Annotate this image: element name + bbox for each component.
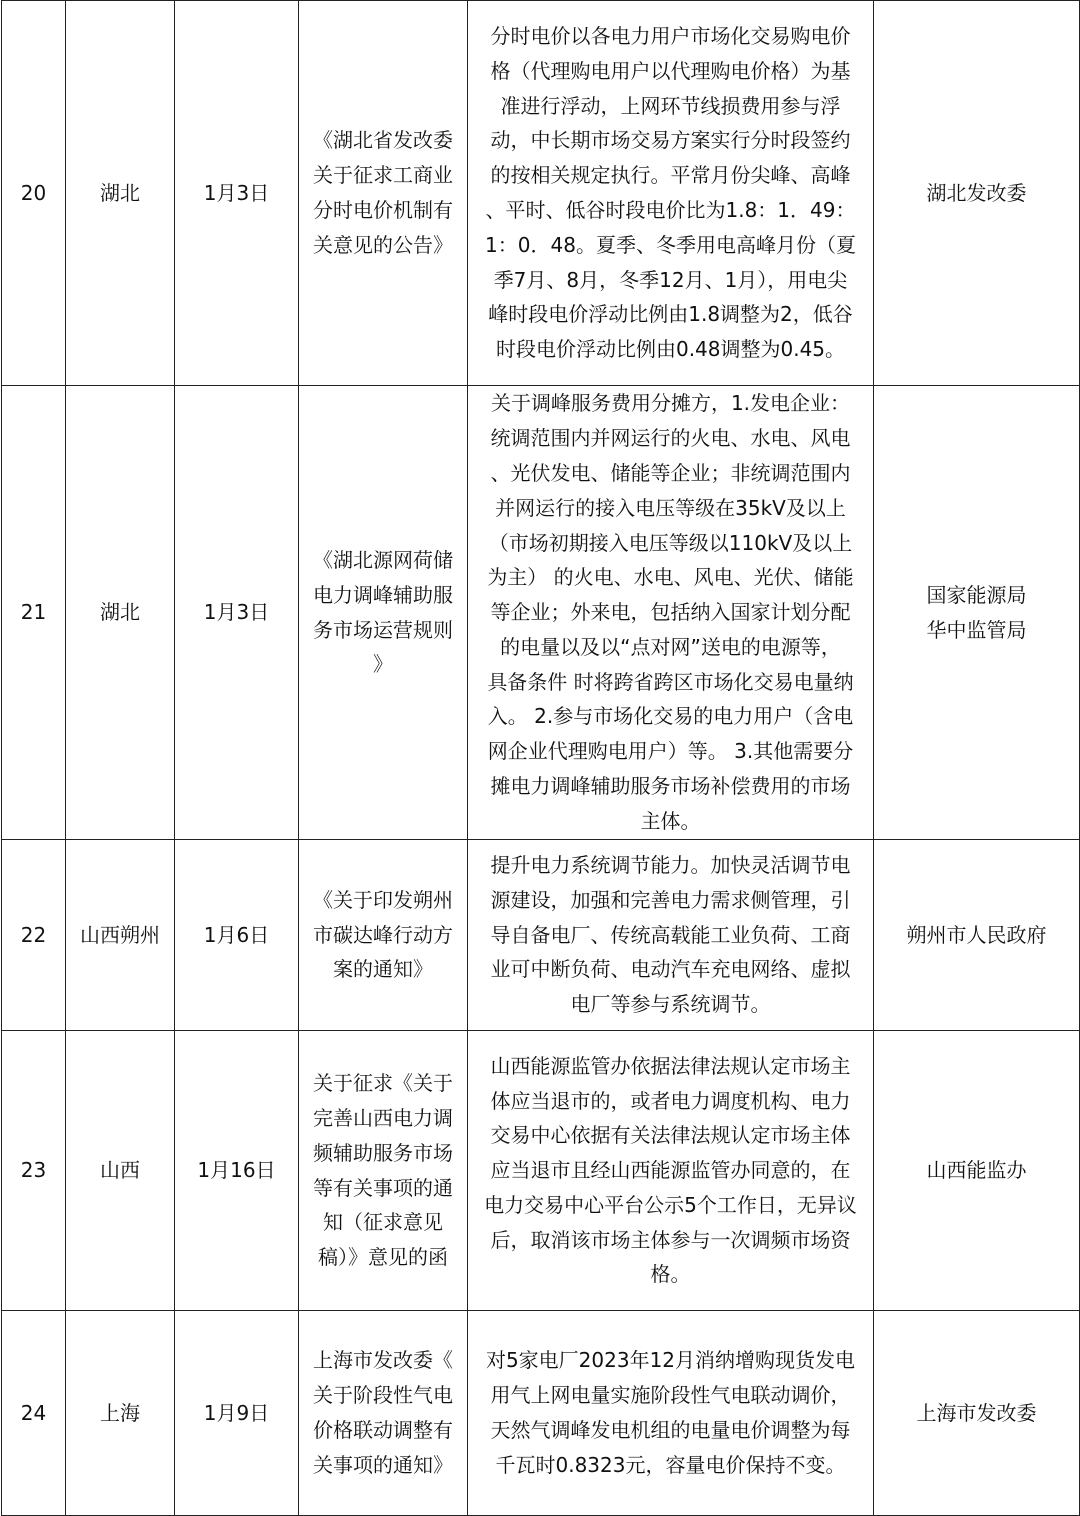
title-line: 等有关事项的通	[313, 1175, 453, 1200]
content-line: 用气上网电量实施阶段性气电联动调价，	[490, 1383, 851, 1408]
content-line: 、平时、低谷时段电价比为1.8：1．49：	[485, 198, 856, 222]
content-line: 时段电价浮动比例由0.48调整为0.45。	[495, 337, 846, 362]
content-line: 并网运行的接入电压等级在35kV及以上	[495, 495, 846, 520]
content-line: 主体。	[640, 808, 701, 833]
table-row	[2, 386, 1080, 840]
document-title-cell	[299, 386, 468, 840]
region-cell: 湖北	[66, 1, 175, 386]
content-line: 千瓦时0.8323元，容量电价保持不变。	[495, 1452, 846, 1477]
title-line: 案的通知》	[333, 957, 433, 982]
issuer-cell	[874, 840, 1080, 1031]
title-line: 关于征求《关于	[313, 1071, 453, 1096]
row-number: 22	[2, 840, 66, 1031]
content-line: 摊电力调峰辅助服务市场补偿费用的市场	[490, 774, 851, 799]
document-title-cell	[299, 840, 468, 1031]
content-line: 季7月、8月，冬季12月、1月），用电尖	[493, 267, 848, 292]
document-title-cell	[299, 1311, 468, 1516]
issuer-cell	[874, 1, 1080, 386]
content-line: 关于调峰服务费用分摊方，1.发电企业：	[490, 391, 851, 416]
document-title-cell	[299, 1031, 468, 1311]
policy-table	[1, 0, 1080, 1516]
title-line: 知（征求意见	[323, 1210, 443, 1235]
title-line: 频辅助服务市场	[313, 1140, 453, 1165]
title-line: 电力调峰辅助服	[313, 582, 453, 607]
title-line: 务市场运营规则	[313, 617, 453, 642]
date-cell: 1月6日	[175, 840, 299, 1031]
content-line: 电厂等参与系统调节。	[570, 992, 771, 1017]
title-line: 《湖北省发改委	[313, 128, 453, 153]
content-cell	[468, 840, 874, 1031]
content-line: 、光伏发电、储能等企业；非统调范围内	[490, 460, 851, 485]
date-cell: 1月9日	[175, 1311, 299, 1516]
content-line: 后，取消该市场主体参与一次调频市场资	[490, 1227, 851, 1252]
content-line: 等企业；外来电，包括纳入国家计划分配	[490, 600, 851, 625]
content-line: 提升电力系统调节能力。加快灵活调节电	[490, 853, 851, 877]
content-line: 为主） 的火电、水电、风电、光伏、储能	[487, 565, 854, 590]
region-cell: 上海	[66, 1311, 175, 1516]
title-line: 《关于印发朔州	[313, 887, 453, 912]
content-line: 体应当退市的，或者电力调度机构、电力	[490, 1088, 851, 1113]
content-line: 交易中心依据有关法律法规认定市场主体	[490, 1123, 851, 1148]
content-line: 格。	[650, 1262, 691, 1287]
content-line: 格（代理购电用户以代理购电价格）为基	[490, 58, 851, 83]
table-row	[2, 1311, 1080, 1516]
title-line: 稿）》意见的函	[318, 1245, 448, 1270]
title-line: 完善山西电力调	[313, 1105, 453, 1130]
content-line: 具备条件 时将跨省跨区市场化交易电量纳	[487, 669, 854, 694]
content-line: 导自备电厂、传统高载能工业负荷、工商	[490, 922, 851, 947]
content-line: 对5家电厂2023年12月消纳增购现货发电	[485, 1348, 856, 1373]
date-cell: 1月3日	[175, 1, 299, 386]
row-number: 23	[2, 1031, 66, 1311]
issuer-cell	[874, 386, 1080, 840]
content-line: 源建设，加强和完善电力需求侧管理，引	[490, 887, 851, 912]
row-number: 20	[2, 1, 66, 386]
content-line: 准进行浮动，上网环节线损费用参与浮	[500, 93, 841, 118]
content-line: 分时电价以各电力用户市场化交易购电价	[490, 24, 851, 49]
content-line: 动，中长期市场交易方案实行分时段签约	[490, 128, 851, 153]
content-cell	[468, 1031, 874, 1311]
content-line: 的电量以及以“点对网”送电的电源等，	[500, 634, 841, 659]
region-cell: 湖北	[66, 386, 175, 840]
content-cell	[468, 386, 874, 840]
issuer-cell	[874, 1031, 1080, 1311]
content-line: 天然气调峰发电机组的电量电价调整为每	[490, 1418, 851, 1442]
region-cell: 山西	[66, 1031, 175, 1311]
content-line: （市场初期接入电压等级以110kV及以上	[488, 530, 853, 555]
content-line: 1：0．48。夏季、冬季用电高峰月份（夏	[485, 232, 856, 257]
issuer-line: 国家能源局	[926, 582, 1027, 607]
issuer-cell	[874, 1311, 1080, 1516]
issuer-line: 上海市发改委	[916, 1400, 1037, 1425]
title-line: 《湖北源网荷储	[313, 547, 453, 572]
title-line: 关事项的通知》	[313, 1452, 453, 1477]
title-line: 关于征求工商业	[313, 163, 453, 188]
title-line: 分时电价机制有	[313, 198, 453, 222]
issuer-line: 湖北发改委	[926, 180, 1027, 205]
content-line: 电力交易中心平台公示5个工作日，无异议	[484, 1192, 857, 1217]
content-line: 统调范围内并网运行的火电、水电、风电	[490, 426, 851, 451]
title-line: 关于阶段性气电	[313, 1383, 453, 1408]
content-line: 入。 2.参与市场化交易的电力用户（含电	[487, 704, 854, 729]
region-cell: 山西朔州	[66, 840, 175, 1031]
content-line: 应当退市且经山西能源监管办同意的，在	[490, 1158, 851, 1183]
content-cell	[468, 1311, 874, 1516]
title-line: 》	[373, 652, 393, 677]
table-row	[2, 1, 1080, 386]
content-cell	[468, 1, 874, 386]
issuer-line: 朔州市人民政府	[906, 922, 1047, 947]
title-line: 关意见的公告》	[313, 232, 453, 257]
row-number: 24	[2, 1311, 66, 1516]
date-cell: 1月16日	[175, 1031, 299, 1311]
content-line: 山西能源监管办依据法律法规认定市场主	[490, 1053, 851, 1078]
date-cell: 1月3日	[175, 386, 299, 840]
row-number: 21	[2, 386, 66, 840]
title-line: 价格联动调整有	[313, 1418, 453, 1442]
issuer-line: 山西能监办	[926, 1158, 1027, 1183]
content-line: 的按相关规定执行。平常月份尖峰、高峰	[490, 163, 851, 188]
issuer-line: 华中监管局	[926, 617, 1027, 642]
table-row	[2, 840, 1080, 1031]
title-line: 市碳达峰行动方	[313, 922, 453, 947]
content-line: 网企业代理购电用户）等。 3.其他需要分	[487, 739, 854, 764]
title-line: 上海市发改委《	[313, 1348, 453, 1373]
content-line: 业可中断负荷、电动汽车充电网络、虚拟	[490, 957, 851, 982]
content-line: 峰时段电价浮动比例由1.8调整为2，低谷	[488, 302, 853, 327]
table-row	[2, 1031, 1080, 1311]
document-title-cell	[299, 1, 468, 386]
